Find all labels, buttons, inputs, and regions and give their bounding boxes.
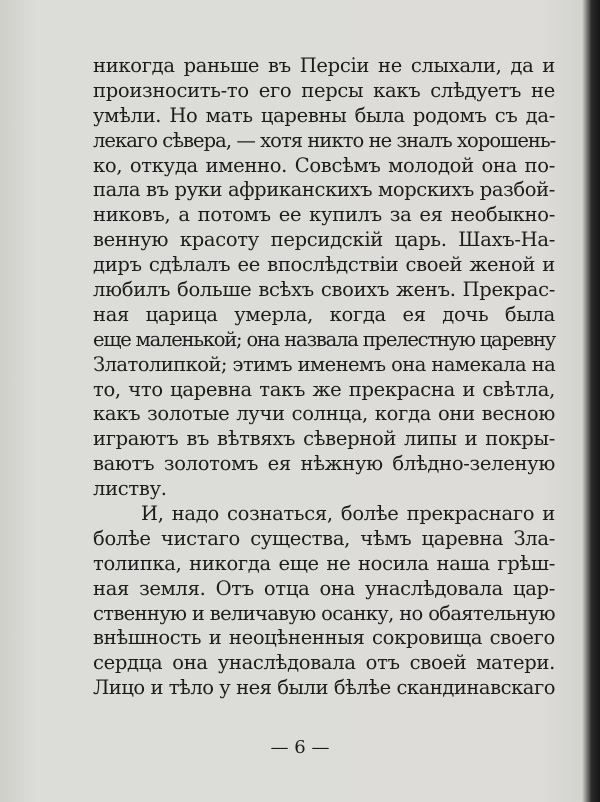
body-text: [93, 54, 555, 701]
text-line: диръ сдѣлалъ ее впослѣдствіи своей женой и: [93, 253, 555, 277]
text-line: еще маленькой; она назвала прелестную царевну: [93, 327, 555, 351]
text-line: никовъ, а потомъ ее купилъ за ея необыкно-: [93, 203, 555, 227]
text-line: листву.: [93, 477, 167, 501]
text-line: толипка, никогда еще не носила наша грѣш-: [93, 551, 555, 575]
text-line: ственную и величавую осанку, но обаятельную: [93, 601, 555, 625]
text-line: И, надо сознаться, болѣе прекраснаго и: [141, 502, 555, 526]
text-line: лекаго сѣвера, — хотя никто не зналъ хорошень-: [93, 128, 556, 152]
text-line: ная земля. Отъ отца она унаслѣдовала цар-: [93, 576, 555, 600]
text-line: играютъ въ вѣтвяхъ сѣверной липы и покры-: [93, 427, 555, 451]
text-line: ко, откуда именно. Совсѣмъ молодой она по-: [93, 153, 555, 177]
text-line: то, что царевна такъ же прекрасна и свѣтла,: [93, 377, 555, 401]
text-line: никогда раньше въ Персіи не слыхали, да и: [93, 54, 555, 77]
text-line: внѣшность и неоцѣненныя сокровища своего: [93, 626, 555, 650]
text-line: какъ золотые лучи солнца, когда они весною: [93, 402, 555, 426]
text-line: умѣли. Но мать царевны была родомъ съ да-: [93, 103, 555, 127]
text-line: ваютъ золотомъ ея нѣжную блѣдно-зеленую: [93, 452, 555, 476]
text-line: Златолипкой; этимъ именемъ она намекала на: [93, 352, 556, 376]
page-number: — 6 —: [270, 737, 330, 758]
text-line: пала въ руки африканскихъ морскихъ разбой-: [93, 178, 555, 202]
text-line: ная царица умерла, когда ея дочь была: [93, 302, 555, 326]
text-line: Лицо и тѣло у нея были бѣлѣе скандинавскаго: [93, 676, 555, 700]
text-line: венную красоту персидскій царь. Шахъ-На-: [93, 228, 555, 252]
text-line: произносить-то его персы какъ слѣдуетъ не: [93, 78, 555, 102]
text-line: сердца она унаслѣдовала отъ своей матери.: [93, 651, 555, 675]
text-line: любилъ больше всѣхъ своихъ женъ. Прекрас-: [93, 278, 555, 302]
text-line: болѣе чистаго существа, чѣмъ царевна Зла-: [93, 526, 555, 550]
